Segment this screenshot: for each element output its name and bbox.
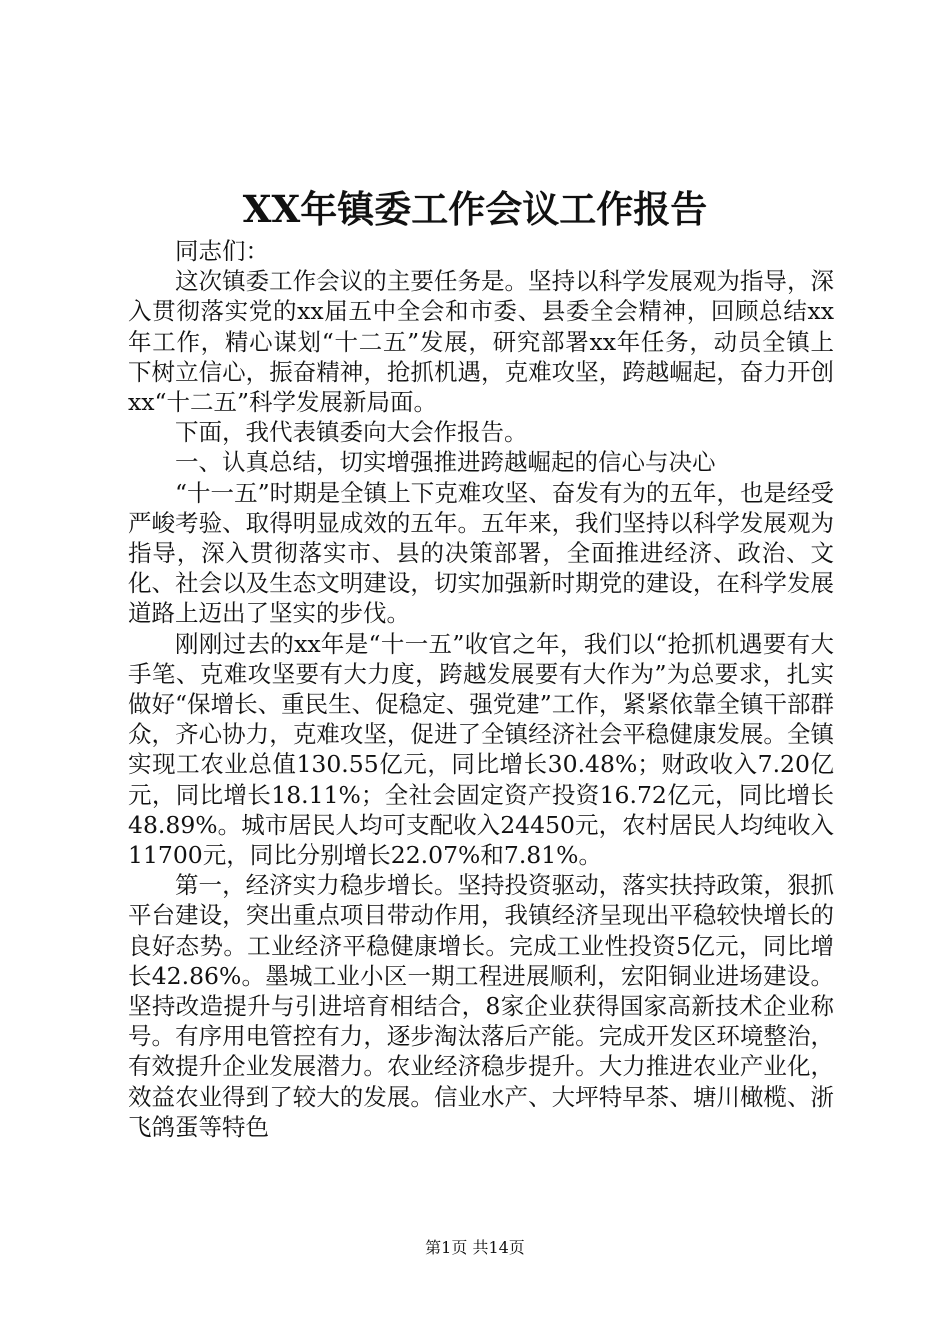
paragraph-report-statement: 下面，我代表镇委向大会作报告。 [175,418,528,447]
paragraph-intro: 这次镇委工作会议的主要任务是。坚持以科学发展观为指导，深入贯彻落实党的xx届五中全会和市委、县委全会精神，回顾总结xx年工作，精心谋划“十二五”发展，研究部署xx年任务，动员全镇上下树立信心，振奋精神，抢抓机遇，克难攻坚，跨越崛起，奋力开创xx“十二五”科学发展新局面。 [128,267,834,417]
paragraph-economic-strength: 第一，经济实力稳步增长。坚持投资驱动，落实扶持政策，狠抓平台建设，突出重点项目带动作用，我镇经济呈现出平稳较快增长的良好态势。工业经济平稳健康增长。完成工业性投资5亿元，同比增长42.86%。墨城工业小区一期工程进展顺利，宏阳铜业进场建设。坚持改造提升与引进培育相结合，8家企业获得国家高新技术企业称号。有序用电管控有力，逐步淘汰落后产能。完成开发区环境整治，有效提升企业发展潜力。农业经济稳步提升。大力推进农业产业化，效益农业得到了较大的发展。信业水产、大坪特早茶、塘川橄榄、浙飞鸽蛋等特色 [128,871,834,1141]
document-title: XX年镇委工作会议工作报告 [242,187,708,231]
paragraph-last-year-results: 刚刚过去的xx年是“十一五”收官之年，我们以“抢抓机遇要有大手笔、克难攻坚要有大力度，跨越发展要有大作为”为总要求，扎实做好“保增长、重民生、促稳定、强党建”工作，紧紧依靠全镇干部群众，齐心协力，克难攻坚，促进了全镇经济社会平稳健康发展。全镇实现工农业总值130.55亿元，同比增长30.48%；财政收入7.20亿元，同比增长18.11%；全社会固定资产投资16.72亿元，同比增长48.89%。城市居民人均可支配收入24450元，农村居民人均纯收入11700元，同比分别增长22.07%和7.81%。 [128,629,834,870]
paragraph-eleventh-five-year: “十一五”时期是全镇上下克难攻坚、奋发有为的五年，也是经受严峻考验、取得明显成效的五年。五年来，我们坚持以科学发展观为指导，深入贯彻落实市、县的决策部署，全面推进经济、政治、文化、社会以及生态文明建设，切实加强新时期党的建设，在科学发展道路上迈出了坚实的步伐。 [128,478,834,628]
section-heading-1: 一、认真总结，切实增强推进跨越崛起的信心与决心 [175,448,716,477]
page-number-footer: 第1页 共14页 [425,1238,525,1257]
document-body [128,236,834,1142]
paragraph-salutation: 同志们： [175,237,269,265]
